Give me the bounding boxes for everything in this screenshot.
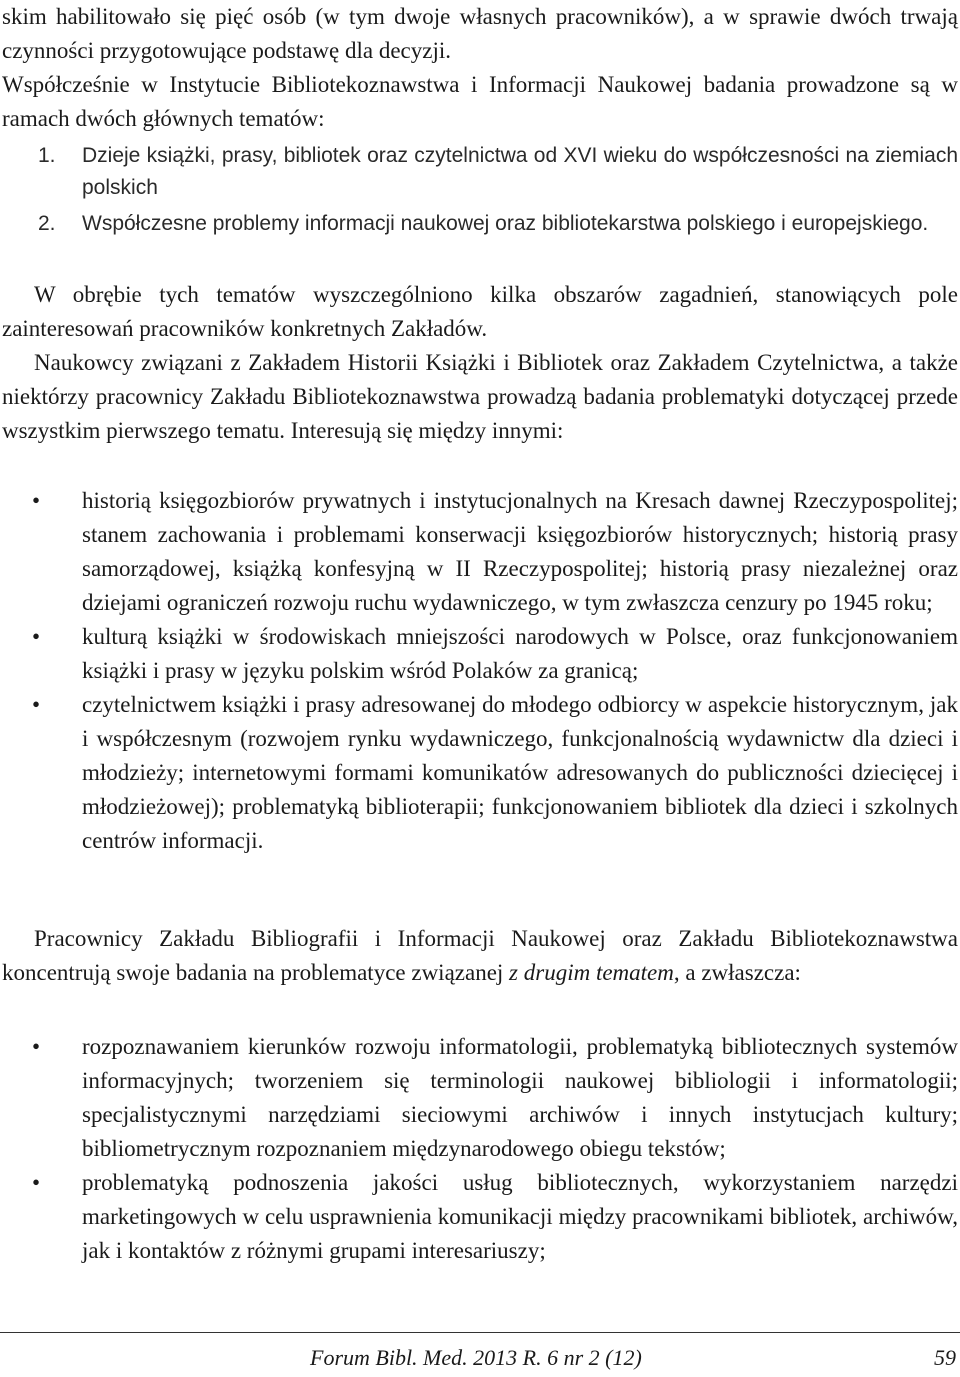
paragraph-second-topic [2,922,958,990]
list-item [2,688,958,858]
topic-number: 2. [38,212,56,235]
bullet-icon: • [32,1034,41,1059]
paragraph-researchers: Naukowcy związani z Zakładem Historii Książki i Bibliotek oraz Zakładem Czytelnictwa, a także niektórzy pracownicy Zakładu Bibliotekoznawstwa prowadzą badania problematyki dotyczącej przede wszystkim pierwszego tematu. Interesują się między innymi: [2,350,958,443]
topic-item [38,208,958,240]
list-item [2,1166,958,1268]
list-item [2,620,958,688]
bullet-list-second [2,1030,958,1268]
list-item-text: rozpoznawaniem kierunków rozwoju informatologii, problematyką bibliotecznych systemów informacyjnych; tworzeniem się terminologii naukowej bibliologii i informatologii; specjalistycznymi narzędziami sieciowymi archiwów i innych instytucjach kultury; bibliometrycznym rozpoznaniem międzynarodowego obiegu tekstów; [82,1034,958,1161]
bullet-icon: • [32,488,41,513]
footer-journal-title: Forum Bibl. Med. 2013 R. 6 nr 2 (12) [310,1345,642,1370]
footer-divider [0,1332,960,1333]
paragraph-text: Pracownicy Zakładu Bibliografii i Informacji Naukowej oraz Zakładu Bibliotekoznawstwa koncentrują swoje badania na problematyce związanej [2,926,958,985]
bullet-icon: • [32,692,41,717]
topic-text: Współczesne problemy informacji naukowej oraz bibliotekarstwa polskiego i europejskiego. [82,212,929,235]
topic-text: Dzieje książki, prasy, bibliotek oraz czytelnictwa od XVI wieku do współczesności na ziemiach polskich [82,144,958,199]
list-item-text: problematyką podnoszenia jakości usług bibliotecznych, wykorzystaniem narzędzi marketingowych w celu usprawnienia komunikacji między pracownikami bibliotek, archiwów, jak i kontaktów z różnymi grupami interesariuszy; [82,1170,958,1263]
list-item-text: historią księgozbiorów prywatnych i instytucjonalnych na Kresach dawnej Rzeczypospolitej; stanem zachowania i problemami konserwacji księgozbiorów historycznych; historią prasy samorządowej, książką konfesyjną w II Rzeczypospolitej; historią prasy niezależnej oraz dziejami ograniczeń rozwoju ruchu wydawniczego, w tym zwłaszcza cenzury po 1945 roku; [82,488,958,615]
list-item [2,484,958,620]
paragraph-intro: skim habilitowało się pięć osób (w tym dwoje własnych pracowników), a w sprawie dwóch trwają czynności przygotowujące podstawę dla decyzji. [2,4,958,63]
bullet-icon: • [32,1170,41,1195]
paragraph-topics-intro: Współcześnie w Instytucie Bibliotekoznawstwa i Informacji Naukowej badania prowadzone są w ramach dwóch głównych tematów: [2,72,958,131]
bullet-list-first [2,484,958,858]
list-item-text: kulturą książki w środowiskach mniejszości narodowych w Polsce, oraz funkcjonowaniem książki i prasy w języku polskim wśród Polaków za granicą; [82,624,958,683]
bullet-icon: • [32,624,41,649]
emphasis-text: z drugim tematem [509,960,674,985]
paragraph-text: , a zwłaszcza: [673,960,801,985]
page-number: 59 [934,1345,956,1370]
list-item [2,1030,958,1166]
topic-number: 1. [38,144,56,167]
paragraph-areas: W obrębie tych tematów wyszczególniono kilka obszarów zagadnień, stanowiących pole zainteresowań pracowników konkretnych Zakładów. [2,282,958,341]
list-item-text: czytelnictwem książki i prasy adresowanej do młodego odbiorcy w aspekcie historycznym, jak i współczesnym (rozwojem rynku wydawniczego, funkcjonalnością wydawnictw dla dzieci i młodzieży; internetowymi formami komunikatów adresowanych do publiczności dziecięcej i młodzieżowej); problematyką biblioterapii; funkcjonowaniem bibliotek dla dzieci i szkolnych centrów informacji. [82,692,958,853]
topic-item [38,140,958,204]
